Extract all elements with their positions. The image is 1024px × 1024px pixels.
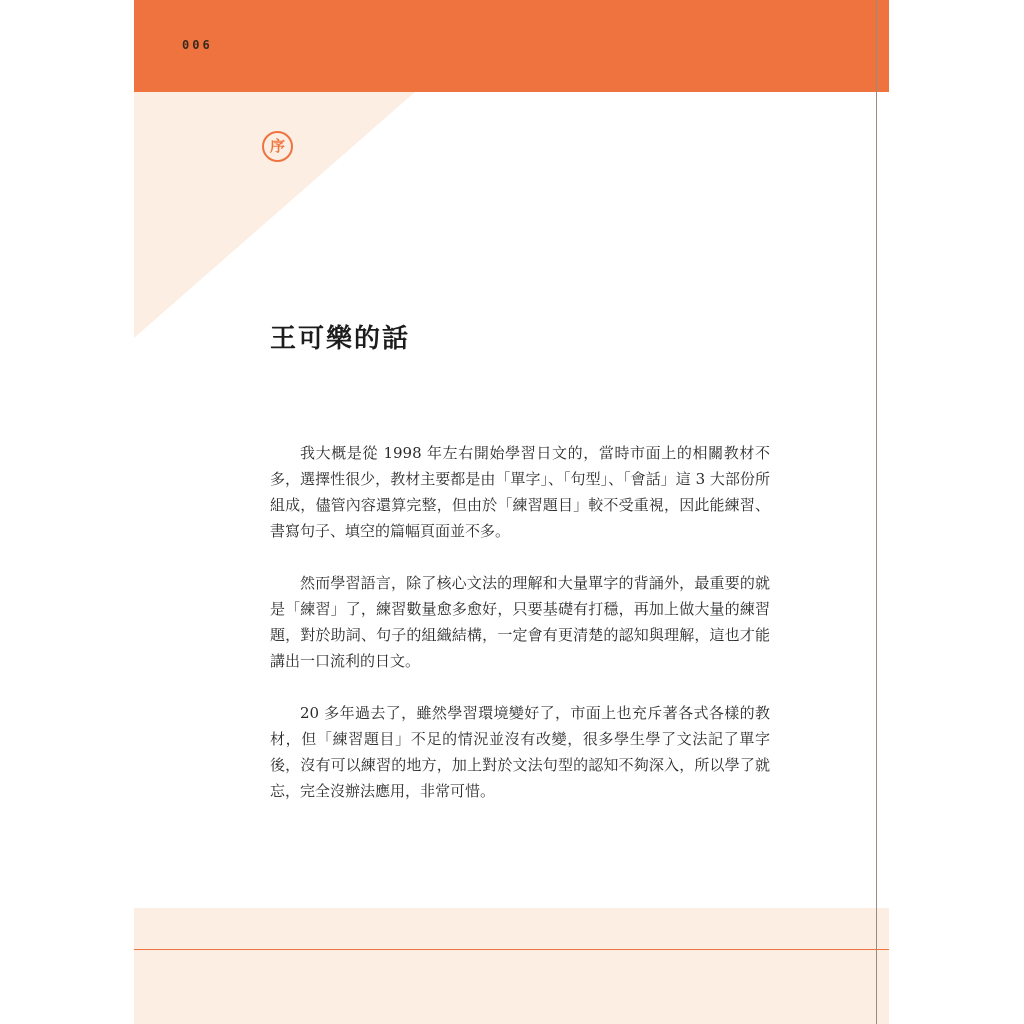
header-band [134,0,889,92]
footer-rule [134,949,889,950]
footer-band [134,908,889,1024]
decorative-triangle [134,92,415,338]
book-page [134,0,889,1024]
page-edge-rule [876,0,877,1024]
page-number: 006 [182,38,213,52]
paragraph-2: 然而學習語言，除了核心文法的理解和大量單字的背誦外，最重要的就是「練習」了，練習數量愈多愈好，只要基礎有打穩，再加上做大量的練習題，對於助詞、句子的組織結構，一定會有更清楚的認知與理解，這也才能講出一口流利的日文。 [270,574,770,670]
body-text [270,440,770,830]
paragraph-1: 我大概是從 1998 年左右開始學習日文的，當時市面上的相關教材不多，選擇性很少，教材主要都是由「單字」、「句型」、「會話」這 3 大部份所組成，儘管內容還算完整，但由於「練習題目」較不受重視，因此能練習、書寫句子、填空的篇幅頁面並不多。 [270,444,770,540]
preface-seal-label: 序 [269,137,285,155]
preface-seal-icon [262,131,293,162]
section-title: 王可樂的話 [270,324,411,354]
paragraph-3: 20 多年過去了，雖然學習環境變好了，市面上也充斥著各式各樣的教材，但「練習題目」不足的情況並沒有改變，很多學生學了文法記了單字後，沒有可以練習的地方，加上對於文法句型的認知不夠深入，所以學了就忘，完全沒辦法應用，非常可惜。 [270,704,770,800]
